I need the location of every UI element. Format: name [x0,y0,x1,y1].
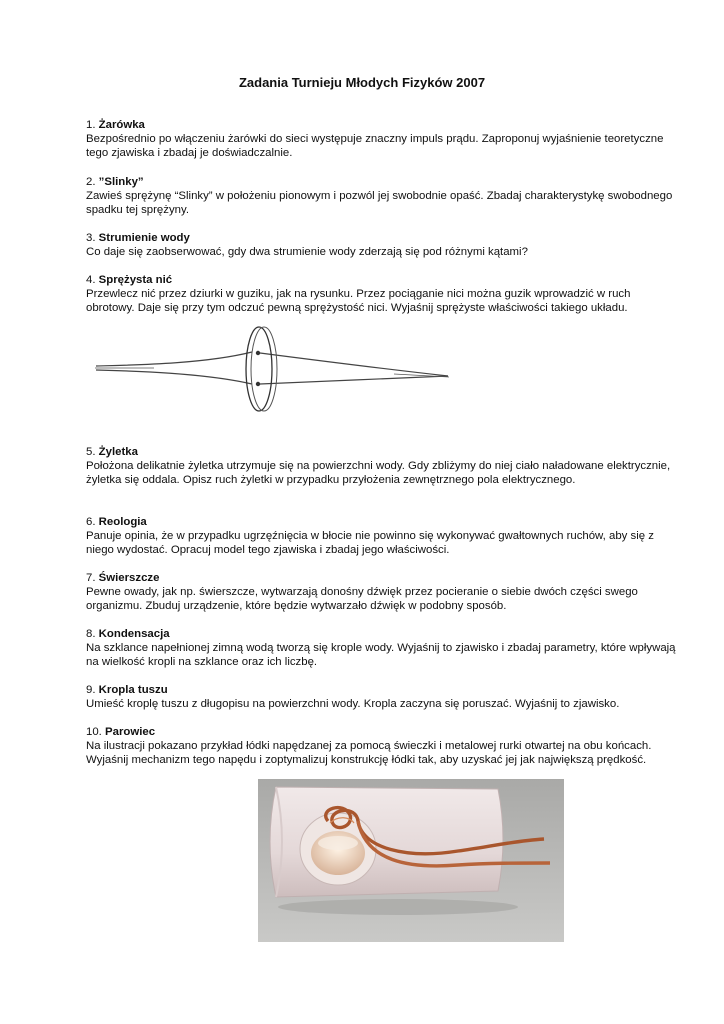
task-title: Świerszcze [98,572,160,584]
task-description: Zawieś sprężynę “Slinky” w położeniu pionowym i pozwól jej swobodnie opaść. Zbadaj charakterystykę swobodnego spadku tej sprężyny. [86,190,673,217]
task-2 [86,175,676,218]
task-description: Umieść kroplę tuszu z długopisu na powierzchni wody. Kropla zaczyna się poruszać. Wyjaśnij to zjawisko. [86,698,620,711]
task-description: Położona delikatnie żyletka utrzymuje się na powierzchni wody. Gdy zbliżymy do niej ciało naładowane elektrycznie, żyletka się oddala. Opisz ruch żyletki w przypadku przyłożenia zewnętrznego pola elektrycznego. [86,460,671,487]
task-number: 7. [86,572,96,584]
task-number: 3. [86,232,96,244]
task-description: Na szklance napełnionej zimną wodą tworzą się krople wody. Wyjaśnij to zjawisko i zbadaj parametry, które wpływają na wielkość kropli na szklance oraz ich liczbę. [86,642,676,669]
task-4 [86,273,676,316]
task-description: Na ilustracji pokazano przykład łódki napędzanej za pomocą świeczki i metalowej rurki otwartej na obu końcach. Wyjaśnij mechanizm tego napędu i zoptymalizuj konstrukcję łódki tak, aby uzyskać jej jak największą prędkość. [86,740,652,767]
task-1 [86,118,676,161]
task-description: Bezpośrednio po włączeniu żarówki do sieci występuje znaczny impuls prądu. Zaproponuj wyjaśnienie teoretyczne tego zjawiska i zbadaj je doświadczalnie. [86,133,664,160]
task-6 [86,515,676,558]
task-number: 6. [86,516,96,528]
task-number: 5. [86,446,96,458]
task-number: 8. [86,628,96,640]
task-number: 9. [86,684,96,696]
task-title: Strumienie wody [98,232,190,244]
task-title: Reologia [98,516,147,528]
task-description: Przewlecz nić przez dziurki w guziku, jak na rysunku. Przez pociąganie nici można guzik wprowadzić w ruch obrotowy. Daje się przy tym odczuć pewną sprężystość nici. Wyjaśnij sprężyste właściwości takiego układu. [86,288,631,315]
task-number: 10. [86,726,102,738]
task-description: Pewne owady, jak np. świerszcze, wytwarzają donośny dźwięk przez pocieranie o siebie dwóch części swego organizmu. Zbuduj urządzenie, które będzie wytwarzało dźwięk w podobny sposób. [86,586,638,613]
task-8 [86,627,676,670]
page-title: Zadania Turnieju Młodych Fizyków 2007 [238,75,486,90]
task-title: Sprężysta nić [98,274,173,286]
task-number: 1. [86,119,96,131]
steamboat-illustration [258,779,564,942]
task-10 [86,725,676,768]
task-number: 2. [86,176,96,188]
task-description: Co daje się zaobserwować, gdy dwa strumienie wody zderzają się pod różnymi kątami? [86,246,528,259]
button-thread-figure [94,326,450,418]
task-number: 4. [86,274,96,286]
task-title: Kondensacja [98,628,170,640]
task-description: Panuje opinia, że w przypadku ugrzęźnięcia w błocie nie powinno się wykonywać gwałtownych ruchów, aby się z niego wydostać. Opracuj model tego zjawiska i zbadaj jego właściwości. [86,530,654,557]
task-3 [86,231,676,259]
task-9 [86,683,676,711]
task-title: ”Slinky” [98,176,144,188]
task-title: Kropla tuszu [98,684,168,696]
task-7 [86,571,676,614]
task-title: Żyletka [98,446,138,458]
steamboat-photo [258,779,564,942]
task-title: Żarówka [98,119,145,131]
task-5 [86,445,676,488]
task-title: Parowiec [105,726,156,738]
